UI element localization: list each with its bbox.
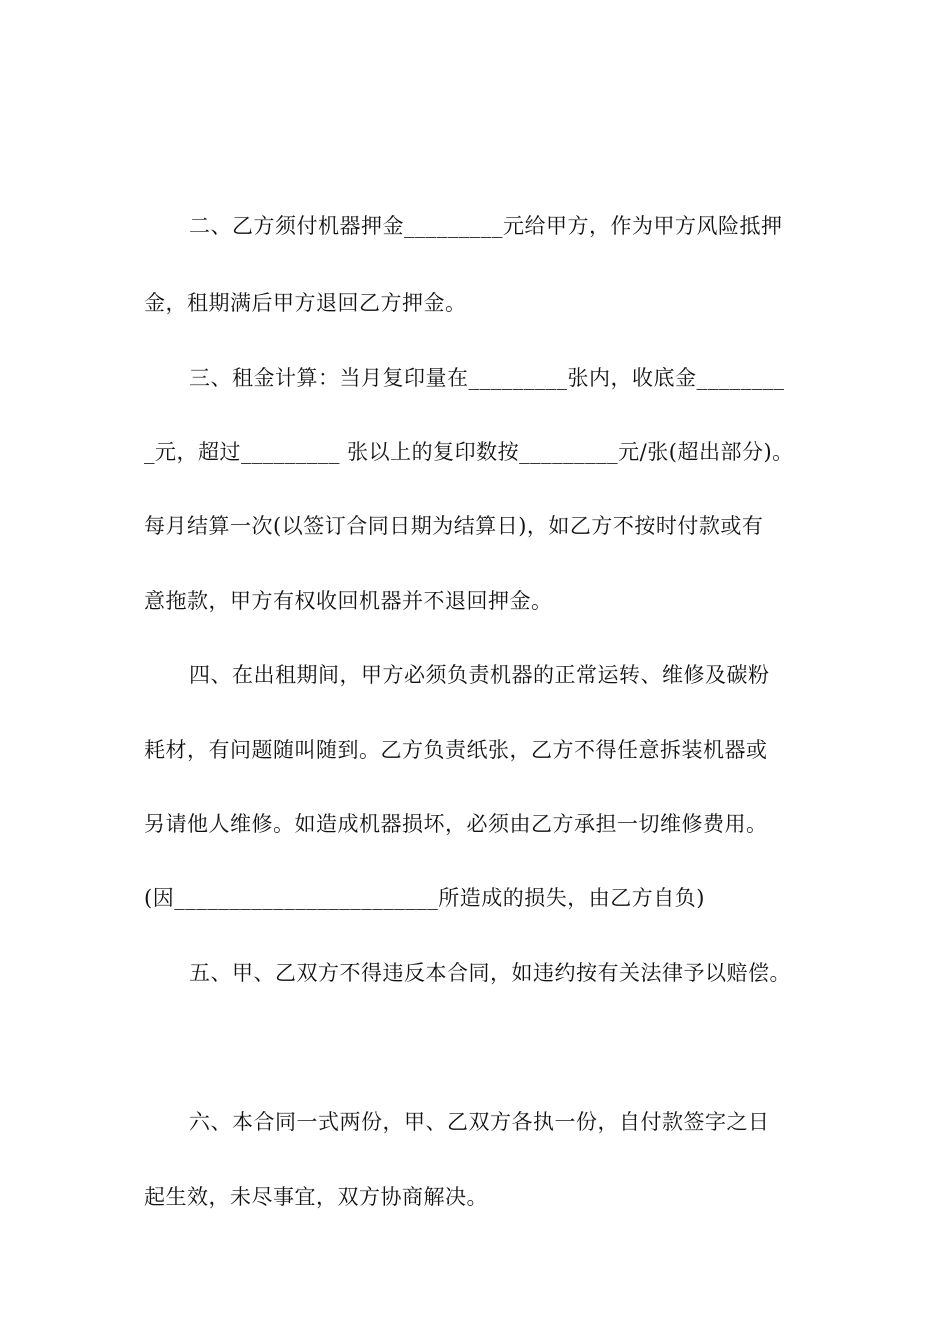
- clause-5-line-1: 五、甲、乙双方不得违反本合同，如违约按有关法律予以赔偿。: [189, 961, 791, 985]
- clause-4-line-3: 另请他人维修。如造成机器损坏，必须由乙方承担一切维修费用。: [144, 812, 768, 836]
- clause-2-line-2: 金，租期满后甲方退回乙方押金。: [144, 291, 467, 315]
- clause-2-line-1: 二、乙方须付机器押金_________元给甲方，作为甲方风险抵押: [189, 214, 783, 238]
- clause-3-line-2: _元，超过_________ 张以上的复印数按_________元/张(超出部分)。: [144, 440, 794, 464]
- clause-6-line-2: 起生效，未尽事宜，双方协商解决。: [144, 1185, 488, 1209]
- clause-4-line-4: (因________________________所造成的损失，由乙方自负): [144, 886, 705, 910]
- clause-4-line-2: 耗材，有问题随叫随到。乙方负责纸张，乙方不得任意拆装机器或: [144, 738, 768, 762]
- clause-3-line-3: 每月结算一次(以签订合同日期为结算日)，如乙方不按时付款或有: [144, 514, 764, 538]
- clause-3-line-1: 三、租金计算：当月复印量在_________张内，收底金________: [189, 366, 785, 390]
- clause-3-line-4: 意拖款，甲方有权收回机器并不退回押金。: [144, 589, 553, 613]
- clause-4-line-1: 四、在出租期间，甲方必须负责机器的正常运转、维修及碳粉: [189, 663, 770, 687]
- clause-6-line-1: 六、本合同一式两份，甲、乙双方各执一份，自付款签字之日: [189, 1110, 770, 1134]
